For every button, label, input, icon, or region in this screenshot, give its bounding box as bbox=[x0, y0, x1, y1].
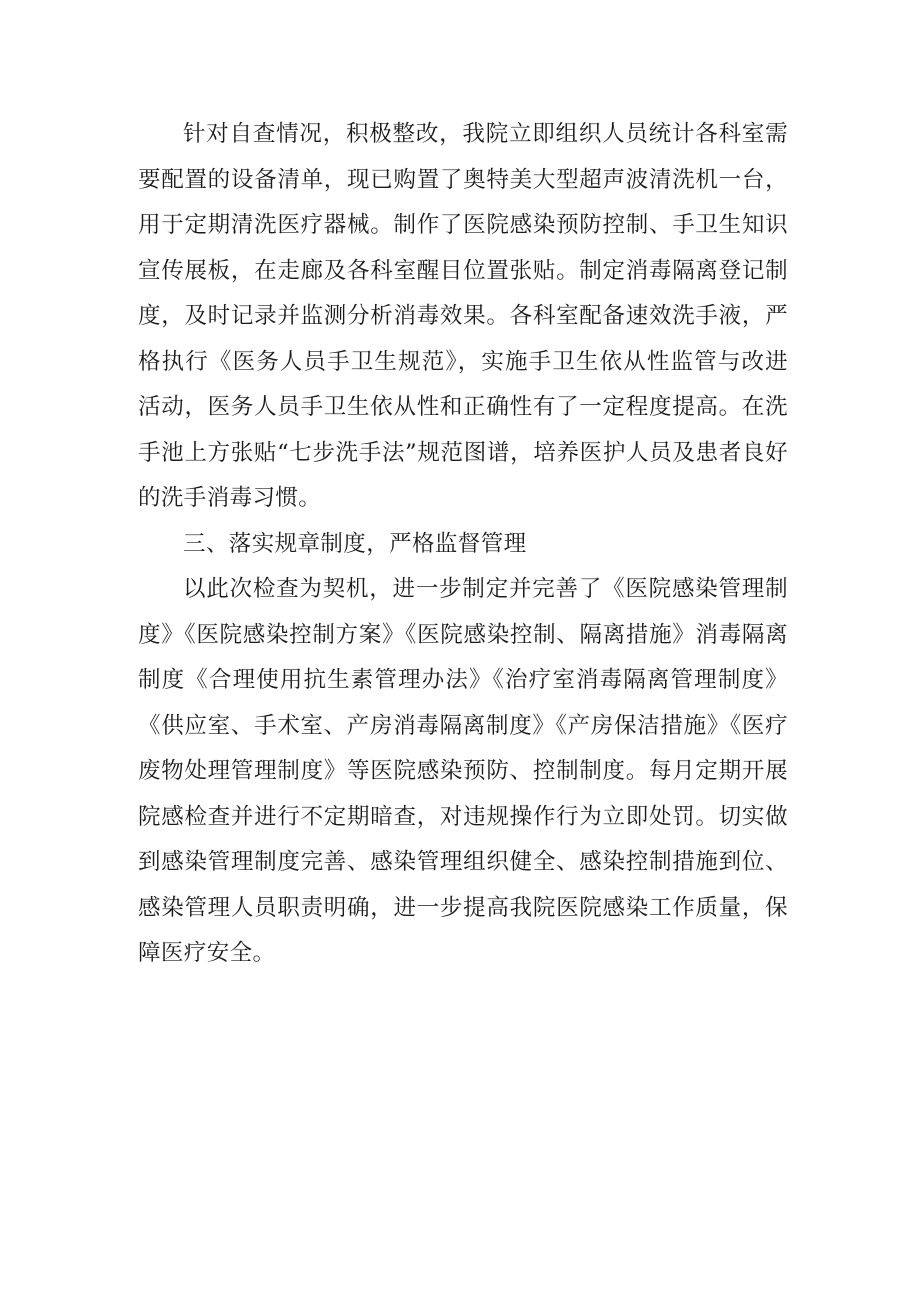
paragraph-self-inspection-rectification: 针对自查情况，积极整改，我院立即组织人员统计各科室需要配置的设备清单，现已购置了奥特美大型超声波清洗机一台，用于定期清洗医疗器械。制作了医院感染预防控制、手卫生知识宣传展板，在走廊及各科室醒目位置张贴。制定消毒隔离登记制度，及时记录并监测分析消毒效果。各科室配备速效洗手液，严格执行《医务人员手卫生规范》，实施手卫生依从性监管与改进活动，医务人员手卫生依从性和正确性有了一定程度提高。在洗手池上方张贴“七步洗手法”规范图谱，培养医护人员及患者良好的洗手消毒习惯。 bbox=[138, 121, 788, 511]
document-body bbox=[138, 112, 788, 977]
paragraph-rules-implementation: 以此次检查为契机，进一步制定并完善了《医院感染管理制度》《医院感染控制方案》《医院感染控制、隔离措施》消毒隔离制度《合理使用抗生素管理办法》《治疗室消毒隔离管理制度》《供应室、手术室、产房消毒隔离制度》《产房保洁措施》《医疗废物处理管理制度》等医院感染预防、控制制度。每月定期开展院感检查并进行不定期暗查，对违规操作行为立即处罚。切实做到感染管理制度完善、感染管理组织健全、感染控制措施到位、感染管理人员职责明确，进一步提高我院医院感染工作质量，保障医疗安全。 bbox=[138, 576, 788, 966]
section-heading: 三、落实规章制度，严格监督管理 bbox=[183, 530, 527, 557]
